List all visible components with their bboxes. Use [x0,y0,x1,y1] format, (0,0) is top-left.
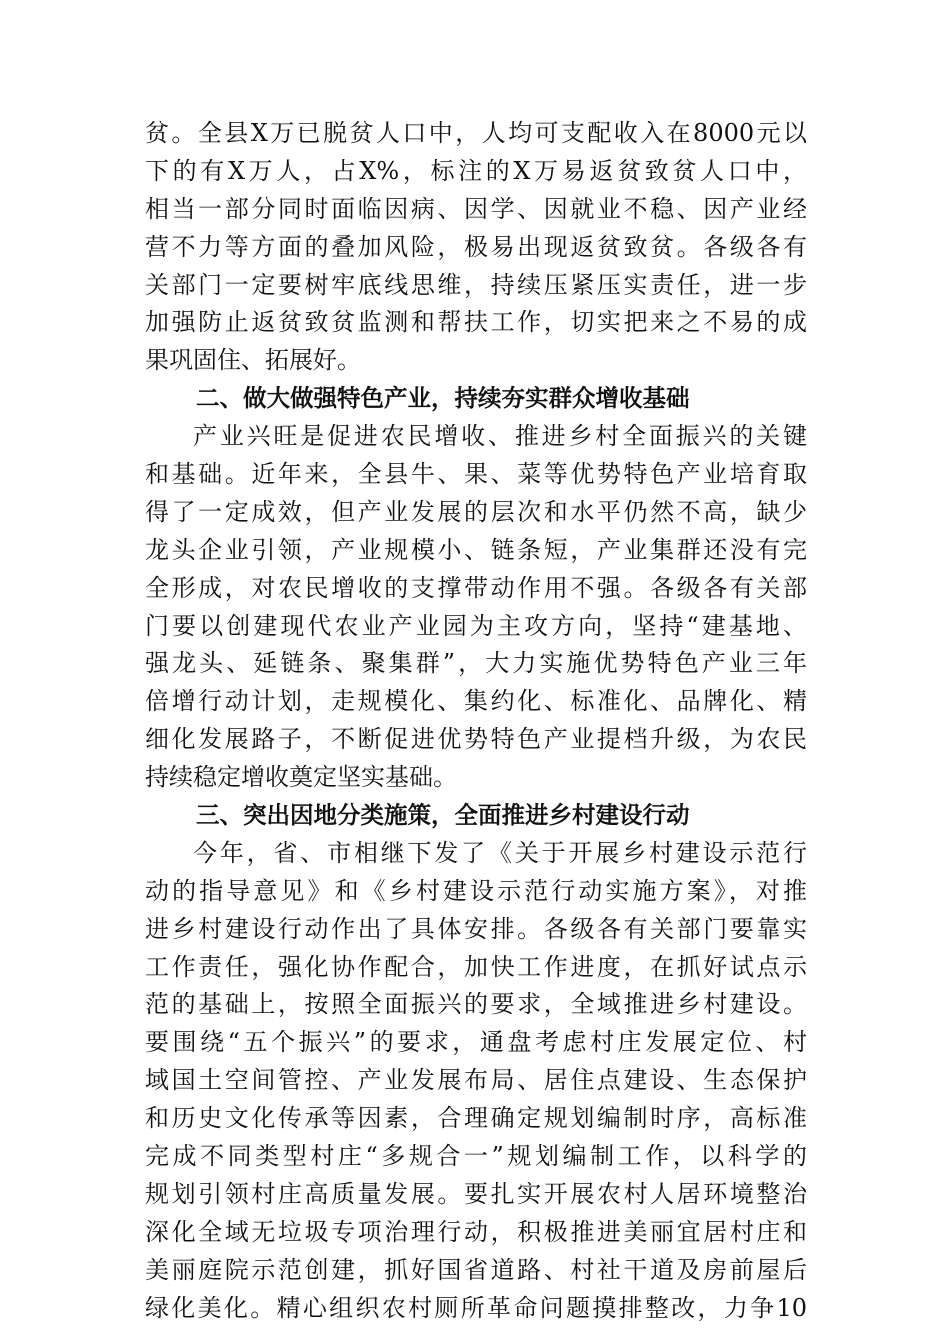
section-heading-3: 三、突出因地分类施策，全面推进乡村建设行动 [196,801,690,830]
text-line: 强龙头、延链条、聚集群”，大力实施优势特色产业三年 [145,649,807,678]
text-line: 深化全域无垃圾专项治理行动，积极推进美丽宜居村庄和 [145,1217,807,1246]
paragraph-1 [145,115,807,380]
text-line: 进乡村建设行动作出了具体安排。各级各有关部门要靠实 [145,914,807,943]
text-line: 相当一部分同时面临因病、因学、因就业不稳、因产业经 [145,194,807,223]
document-body [145,115,807,1328]
text-line: 和历史文化传承等因素，合理确定规划编制时序，高标准 [145,1104,807,1133]
text-line: 要围绕“五个振兴”的要求，通盘考虑村庄发展定位、村 [145,1028,807,1057]
text-line: 下的有X万人，占X%，标注的X万易返贫致贫人口中， [145,156,807,185]
section-heading-2: 二、做大做强特色产业，持续夯实群众增收基础 [196,384,690,413]
text-line: 果巩固住、拓展好。 [145,346,361,375]
text-line: 和基础。近年来，全县牛、果、菜等优势特色产业培育取 [145,460,807,489]
text-line: 规划引领村庄高质量发展。要扎实开展农村人居环境整治 [145,1179,807,1208]
text-line: 持续稳定增收奠定坚实基础。 [145,763,457,792]
text-line: 全形成，对农民增收的支撑带动作用不强。各级各有关部 [145,573,807,602]
text-line: 龙头企业引领，产业规模小、链条短，产业集群还没有完 [145,535,807,564]
text-line: 绿化美化。精心组织农村厕所革命问题摸排整改，力争10 [145,1293,807,1322]
text-line: 动的指导意见》和《乡村建设示范行动实施方案》，对推 [145,876,807,905]
text-line: 关部门一定要树牢底线思维，持续压紧压实责任，进一步 [145,270,807,299]
paragraph-3 [145,835,807,1328]
text-line: 域国土空间管控、产业发展布局、居住点建设、生态保护 [145,1066,807,1095]
text-line: 今年，省、市相继下发了《关于开展乡村建设示范行 [193,838,807,867]
text-line: 工作责任，强化协作配合，加快工作进度，在抓好试点示 [145,952,807,981]
text-line: 得了一定成效，但产业发展的层次和水平仍然不高，缺少 [145,497,807,526]
text-line: 倍增行动计划，走规模化、集约化、标准化、品牌化、精 [145,687,807,716]
text-line: 范的基础上，按照全面振兴的要求，全域推进乡村建设。 [145,990,807,1019]
text-line: 营不力等方面的叠加风险，极易出现返贫致贫。各级各有 [145,232,807,261]
paragraph-2 [145,418,807,797]
text-line: 完成不同类型村庄“多规合一”规划编制工作，以科学的 [145,1142,807,1171]
text-line: 细化发展路子，不断促进优势特色产业提档升级，为农民 [145,725,807,754]
text-line: 门要以创建现代农业产业园为主攻方向，坚持“建基地、 [145,611,807,640]
text-line: 产业兴旺是促进农民增收、推进乡村全面振兴的关键 [193,422,807,451]
text-line: 贫。全县X万已脱贫人口中，人均可支配收入在8000元以 [145,119,807,147]
text-line: 美丽庭院示范创建，抓好国省道路、村社干道及房前屋后 [145,1255,807,1284]
text-line: 加强防止返贫致贫监测和帮扶工作，切实把来之不易的成 [145,308,807,337]
